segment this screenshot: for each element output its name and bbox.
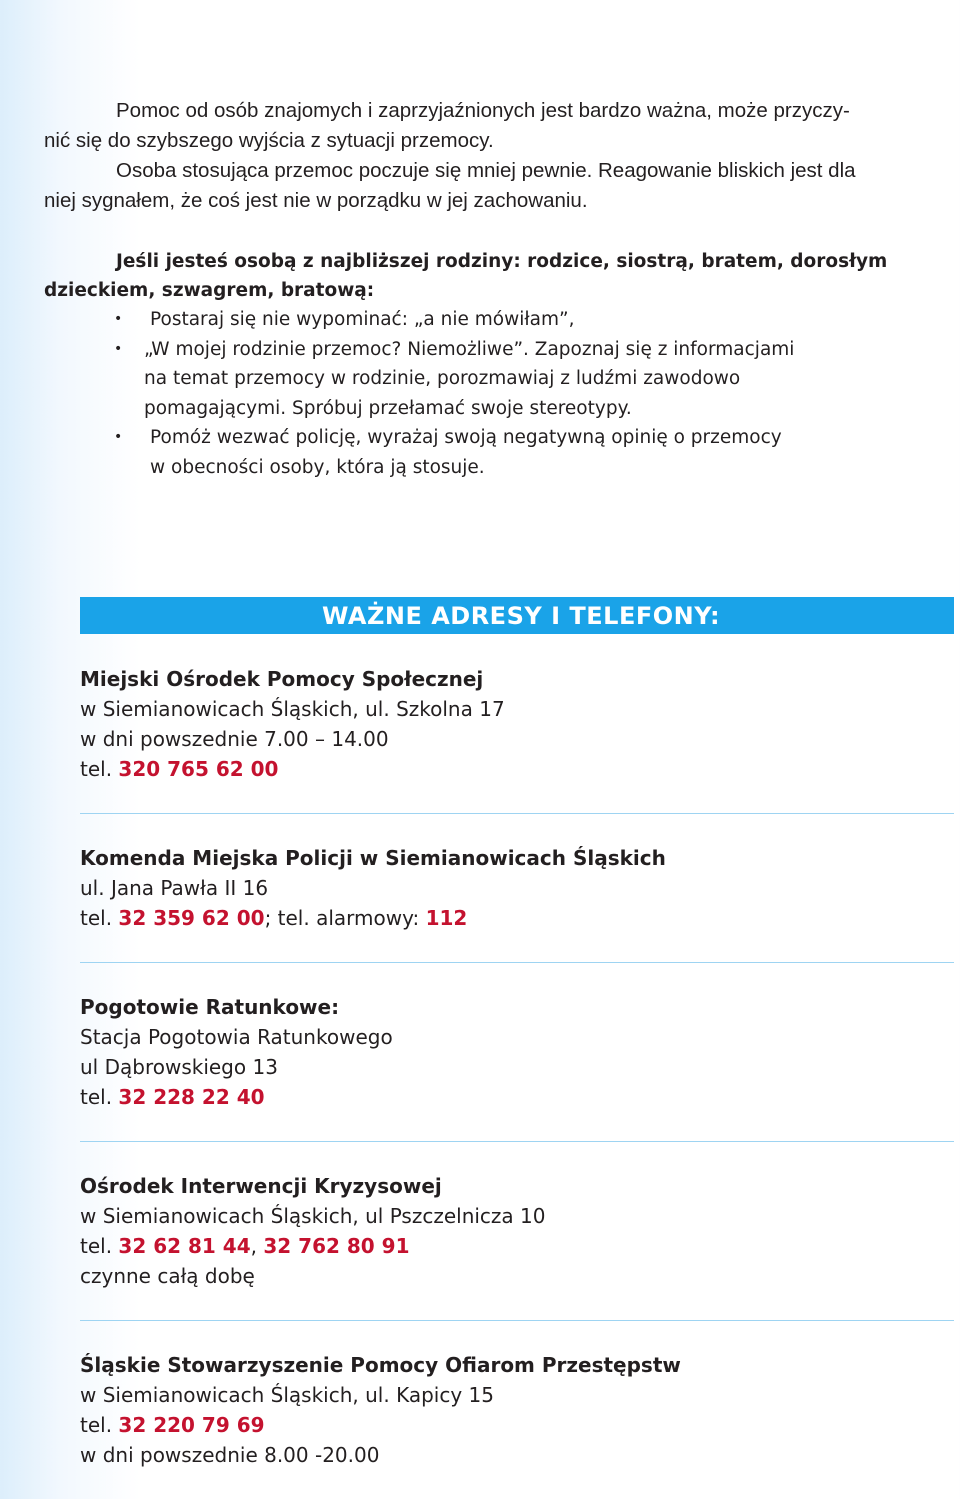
bullet-icon: •	[114, 311, 123, 327]
tel-prefix: tel.	[80, 1085, 119, 1109]
banner-title: WAŻNE ADRESY I TELEFONY:	[322, 602, 721, 630]
contact-address: ul. Jana Pawła II 16	[80, 876, 269, 900]
contact-phone-line	[80, 754, 954, 784]
contact-name: Komenda Miejska Policji w Siemianowicach Śląskich	[80, 846, 666, 870]
contacts-list	[80, 664, 954, 1499]
list-item-line: Postaraj się nie wypominać: „a nie mówiłam”,	[150, 309, 575, 330]
contact-name: Pogotowie Ratunkowe:	[80, 995, 340, 1019]
contact-phone-line	[80, 1082, 954, 1112]
contact-name: Ośrodek Interwencji Kryzysowej	[80, 1174, 442, 1198]
contact-victim-support	[80, 1321, 954, 1499]
intro-paragraph-1	[44, 96, 956, 156]
alarm-prefix: ; tel. alarmowy:	[264, 906, 426, 930]
intro-text	[44, 96, 956, 216]
contact-phone-line	[80, 1410, 954, 1440]
contact-hours: czynne całą dobę	[80, 1264, 255, 1288]
contact-phone-line	[80, 1231, 954, 1261]
intro-p1-line1: Pomoc od osób znajomych i zaprzyjaźnionych jest bardzo ważna, może przyczy-	[116, 99, 850, 122]
contact-phone-line	[80, 903, 954, 933]
phone-number[interactable]: 320 765 62 00	[118, 757, 279, 781]
list-item-line: na temat przemocy w rodzinie, porozmawiaj z ludźmi zawodowo	[144, 368, 741, 389]
contact-police	[80, 814, 954, 963]
contact-hours: w dni powszednie 7.00 – 14.00	[80, 727, 389, 751]
contact-ambulance	[80, 963, 954, 1142]
phone-number[interactable]: 32 762 80 91	[263, 1234, 410, 1258]
contact-address: w Siemianowicach Śląskich, ul. Szkolna 17	[80, 697, 505, 721]
list-item-line: w obecności osoby, która ją stosuje.	[150, 456, 485, 478]
family-heading	[44, 247, 956, 305]
family-advice-section	[44, 247, 956, 482]
family-advice-list	[80, 305, 956, 482]
phone-number[interactable]: 32 359 62 00	[118, 906, 265, 930]
tel-prefix: tel.	[80, 757, 119, 781]
phone-number[interactable]: 32 228 22 40	[118, 1085, 265, 1109]
contact-name: Miejski Ośrodek Pomocy Społecznej	[80, 667, 484, 691]
bullet-icon: •	[114, 429, 123, 445]
intro-p2-line1: Osoba stosująca przemoc poczuje się mniej pewnie. Reagowanie bliskich jest dla	[116, 159, 856, 182]
family-heading-line2: dzieckiem, szwagrem, bratową:	[44, 280, 375, 301]
contact-address: w Siemianowicach Śląskich, ul Pszczelnicza 10	[80, 1204, 546, 1228]
list-item-line: pomagającymi. Spróbuj przełamać swoje stereotypy.	[144, 397, 632, 419]
tel-prefix: tel.	[80, 906, 119, 930]
contact-name: Śląskie Stowarzyszenie Pomocy Ofiarom Przestępstw	[80, 1353, 681, 1377]
list-item	[80, 423, 956, 482]
tel-prefix: tel.	[80, 1413, 119, 1437]
contact-crisis-center	[80, 1142, 954, 1321]
phone-number[interactable]: 32 62 81 44	[118, 1234, 251, 1258]
contact-address: ul Dąbrowskiego 13	[80, 1055, 278, 1079]
phone-separator: ,	[250, 1234, 264, 1258]
section-banner	[80, 597, 954, 634]
list-item-line: Pomóż wezwać policję, wyrażaj swoją negatywną opinię o przemocy	[150, 427, 782, 448]
list-item-line: „W mojej rodzinie przemoc? Niemożliwe”. Zapoznaj się z informacjami	[144, 338, 795, 360]
list-item	[80, 335, 956, 424]
contact-station: Stacja Pogotowia Ratunkowego	[80, 1025, 393, 1049]
alarm-phone-number[interactable]: 112	[425, 906, 468, 930]
family-heading-line1: Jeśli jesteś osobą z najbliższej rodziny: rodzice, siostrą, bratem, dorosłym	[116, 251, 888, 272]
contact-hours: w dni powszednie 8.00 -20.00	[80, 1443, 380, 1467]
intro-paragraph-2	[44, 156, 956, 216]
list-item	[80, 305, 956, 335]
contact-address: w Siemianowicach Śląskich, ul. Kapicy 15	[80, 1383, 494, 1407]
contact-mops	[80, 664, 954, 814]
phone-number[interactable]: 32 220 79 69	[118, 1413, 265, 1437]
bullet-icon: •	[114, 340, 123, 357]
intro-p1-line2: nić się do szybszego wyjścia z sytuacji przemocy.	[44, 129, 494, 152]
tel-prefix: tel.	[80, 1234, 119, 1258]
intro-p2-line2: niej sygnałem, że coś jest nie w porządku w jej zachowaniu.	[44, 189, 588, 212]
